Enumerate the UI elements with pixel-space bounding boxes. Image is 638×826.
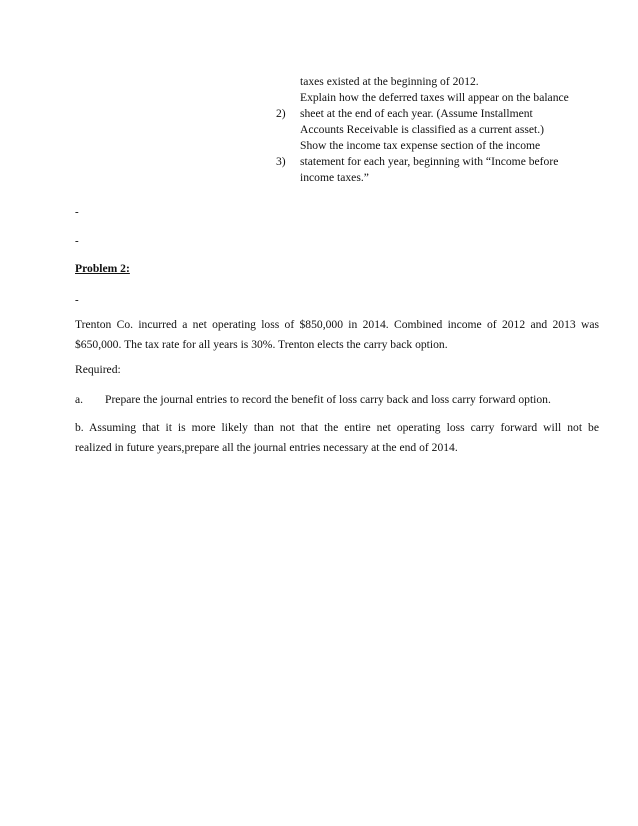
list-line: [276, 90, 606, 106]
intro-line: $650,000. The tax rate for all years is 30%. Trenton elects the carry back option.: [75, 338, 448, 351]
list-line: [276, 122, 606, 138]
list-line-text: Accounts Receivable is classified as a current asset.): [300, 123, 545, 136]
list-line-text: taxes existed at the beginning of 2012.: [300, 75, 479, 88]
problem-intro: [75, 315, 599, 355]
list-line-text: income taxes.”: [300, 171, 369, 184]
separator-dash: -: [75, 206, 79, 218]
requirement-b: [75, 418, 599, 458]
requirement-a-text: Prepare the journal entries to record the benefit of loss carry back and loss carry forward option.: [105, 393, 551, 406]
list-line-text: statement for each year, beginning with “Income before: [300, 155, 559, 168]
requirement-a-label: a.: [75, 393, 84, 406]
continued-requirements-list: [276, 74, 606, 186]
list-item-number: 2): [276, 107, 286, 120]
list-line-text: sheet at the end of each year. (Assume Installment: [300, 107, 533, 120]
list-item-number: 3): [276, 155, 286, 168]
list-line: [276, 154, 606, 170]
list-line: [276, 74, 606, 90]
requirement-b-line: b. Assuming that it is more likely than not that the entire net operating loss carry forward will not be: [75, 421, 599, 434]
list-line: [276, 106, 606, 122]
separator-dash: -: [75, 235, 79, 247]
list-line-text: Show the income tax expense section of the income: [300, 139, 541, 152]
intro-line: Trenton Co. incurred a net operating loss of $850,000 in 2014. Combined income of 2012 and 2013 was: [75, 318, 599, 331]
required-label: Required:: [75, 363, 121, 376]
requirement-b-line: realized in future years,prepare all the journal entries necessary at the end of 2014.: [75, 441, 458, 454]
separator-dash: -: [75, 294, 79, 306]
list-line-text: Explain how the deferred taxes will appear on the balance: [300, 91, 569, 104]
list-line: [276, 170, 606, 186]
problem-heading: Problem 2:: [75, 262, 130, 275]
list-line: [276, 138, 606, 154]
